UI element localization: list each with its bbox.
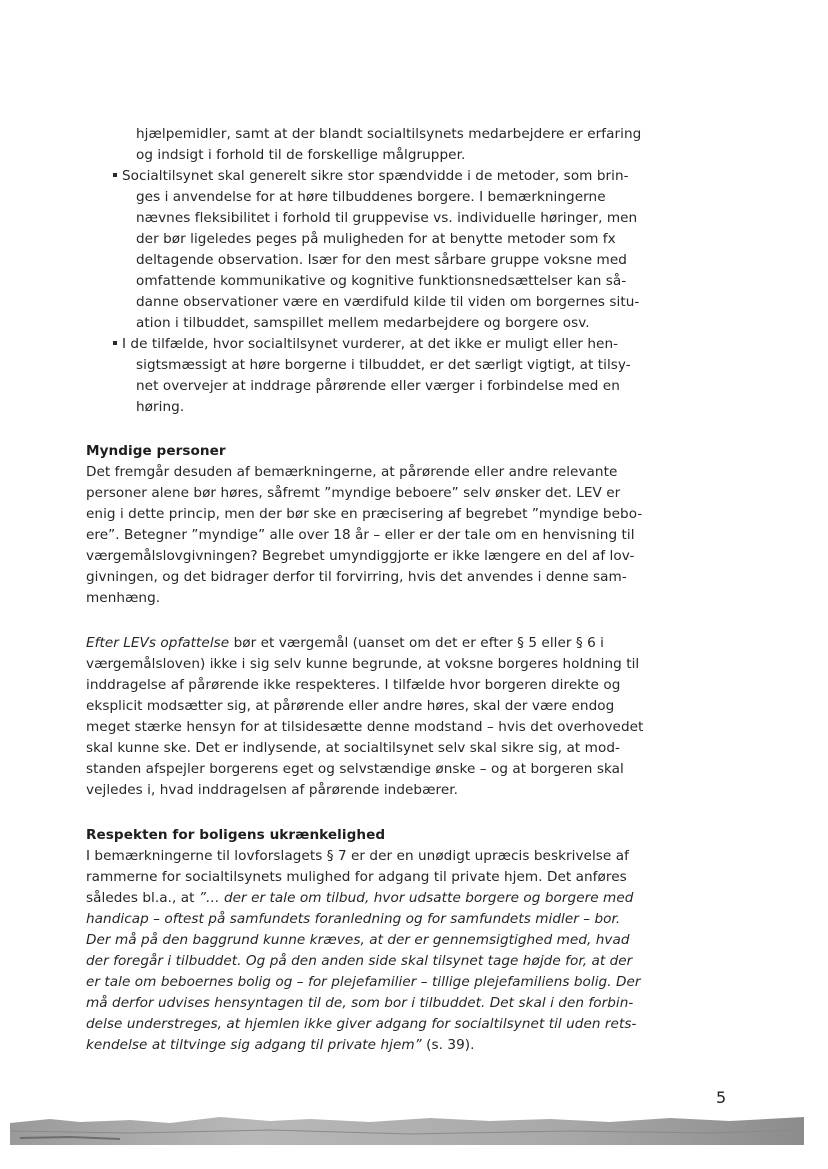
section-heading-myndige: Myndige personer	[86, 443, 226, 459]
paragraph-line: skal kunne ske. Det er indlysende, at socialtilsynet selv skal sikre sig, at mod-	[86, 740, 620, 756]
paragraph-line: rammerne for socialtilsynets mulighed for adgang til private hjem. Det anføres	[86, 869, 627, 885]
bullet-item-line: ation i tilbuddet, samspillet mellem medarbejdere og borgere osv.	[136, 315, 590, 331]
quote-line: er tale om beboernes bolig og – for plejefamilier – tillige plejefamiliens bolig. Der	[86, 974, 641, 990]
bullet-item-line: danne observationer være en værdifuld kilde til viden om borgernes situ-	[136, 294, 640, 310]
paragraph-line: menhæng.	[86, 590, 161, 606]
quote-line: delse understreges, at hjemlen ikke giver adgang for socialtilsynet til uden rets-	[86, 1016, 637, 1032]
quote-text: ”… der er tale om tilbud, hvor udsatte borgere og borgere med	[198, 890, 634, 906]
section-heading-bolig: Respekten for boligens ukrænkelighed	[86, 827, 386, 843]
paragraph-text: således bl.a., at	[86, 890, 199, 906]
paragraph-line	[86, 633, 604, 654]
paragraph-line: enig i dette princip, men der bør ske en præcisering af begrebet ”myndige bebo-	[86, 506, 643, 522]
bullet-item-line: sigtsmæssigt at høre borgerne i tilbuddet, er det særligt vigtigt, at tilsy-	[136, 357, 631, 373]
bullet-item-line: omfattende kommunikative og kognitive funktionsnedsættelser kan så-	[136, 273, 627, 289]
citation-text: (s. 39).	[421, 1037, 475, 1053]
bullet-continuation-line: og indsigt i forhold til de forskellige målgrupper.	[136, 147, 466, 163]
paragraph-line: ere”. Betegner ”myndige” alle over 18 år – eller er der tale om en henvisning til	[86, 527, 635, 543]
paragraph-line: meget stærke hensyn for at tilsidesætte denne modstand – hvis det overhovedet	[86, 719, 644, 735]
italic-phrase: Efter LEVs opfattelse	[86, 635, 230, 651]
bullet-continuation-line: hjælpemidler, samt at der blandt socialtilsynets medarbejdere er erfaring	[136, 126, 642, 142]
paragraph-line: værgemålsloven) ikke i sig selv kunne begrunde, at voksne borgeres holdning til	[86, 656, 640, 672]
quote-line: der foregår i tilbuddet. Og på den anden side skal tilsynet tage højde for, at der	[86, 953, 633, 969]
bullet-item-line: høring.	[136, 399, 185, 415]
bullet-item-line: der bør ligeledes peges på muligheden for at benytte metoder som fx	[136, 231, 616, 247]
paragraph-line: personer alene bør høres, såfremt ”myndige beboere” selv ønsker det. LEV er	[86, 485, 621, 501]
paragraph-line: eksplicit modsætter sig, at pårørende eller andre høres, skal der være endog	[86, 698, 615, 714]
paragraph-line	[86, 1035, 475, 1056]
quote-text: kendelse at tiltvinge sig adgang til private hjem”	[86, 1037, 422, 1053]
page-number: 5	[716, 1088, 727, 1107]
bullet-item-line: nævnes fleksibilitet i forhold til gruppevise vs. individuelle høringer, men	[136, 210, 638, 226]
bullet-item-line: I de tilfælde, hvor socialtilsynet vurderer, at det ikke er muligt eller hen-	[122, 336, 619, 352]
bullet-item-line: ges i anvendelse for at høre tilbuddenes borgere. I bemærkningerne	[136, 189, 606, 205]
paragraph-line: standen afspejler borgerens eget og selvstændige ønske – og at borgeren skal	[86, 761, 624, 777]
bullet-item-line: net overvejer at inddrage pårørende eller værger i forbindelse med en	[136, 378, 620, 394]
paragraph-line: Det fremgår desuden af bemærkningerne, at pårørende eller andre relevante	[86, 464, 618, 480]
paragraph-line: værgemålslovgivningen? Begrebet umyndiggjorte er ikke længere en del af lov-	[86, 548, 635, 564]
paragraph-line: inddragelse af pårørende ikke respekteres. I tilfælde hvor borgeren direkte og	[86, 677, 621, 693]
paragraph-line	[86, 888, 633, 909]
bullet-item-line: Socialtilsynet skal generelt sikre stor spændvidde i de metoder, som brin-	[122, 168, 629, 184]
paragraph-text: bør et værgemål (uanset om det er efter § 5 eller § 6 i	[229, 635, 605, 651]
footer-decoration	[10, 1111, 804, 1145]
bullet-marker	[113, 173, 117, 177]
quote-line: Der må på den baggrund kunne kræves, at der er gennemsigtighed med, hvad	[86, 932, 630, 948]
bullet-marker	[113, 341, 117, 345]
paragraph-line: givningen, og det bidrager derfor til forvirring, hvis det anvendes i denne sam-	[86, 569, 627, 585]
paragraph-line: vejledes i, hvad inddragelsen af pårørende indebærer.	[86, 782, 459, 798]
bullet-item-line: deltagende observation. Især for den mest sårbare gruppe voksne med	[136, 252, 627, 268]
paragraph-line: I bemærkningerne til lovforslagets § 7 er der en unødigt upræcis beskrivelse af	[86, 848, 629, 864]
quote-line: handicap – oftest på samfundets foranledning og for samfundets midler – bor.	[86, 911, 621, 927]
quote-line: må derfor udvises hensyntagen til de, som bor i tilbuddet. Det skal i den forbin-	[86, 995, 634, 1011]
